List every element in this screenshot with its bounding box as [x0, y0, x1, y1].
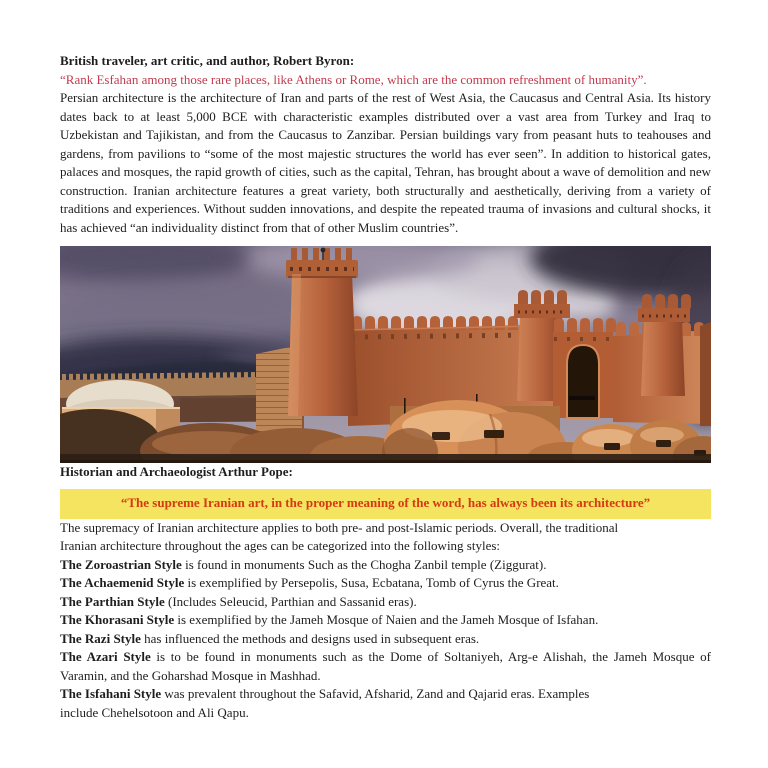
style-desc: (Includes Seleucid, Parthian and Sassanid eras). [164, 593, 417, 609]
fortress-photo [60, 246, 711, 463]
style-azari [60, 648, 711, 685]
style-name: The Azari Style [60, 649, 151, 664]
main-tower [286, 248, 358, 416]
supremacy-line-1: The supremacy of Iranian architecture applies to both pre- and post-Islamic periods. Overall, the traditional [60, 519, 619, 535]
style-desc: is found in monuments Such as the Chogha Zanbil temple (Ziggurat). [181, 556, 547, 572]
style-desc: is exemplified by the Jameh Mosque of Naien and the Jameh Mosque of Isfahan. [174, 612, 599, 627]
style-isfahani [60, 685, 711, 722]
pope-quote: “The supreme Iranian art, in the proper meaning of the word, has always been its architecture” [120, 495, 651, 511]
pope-heading: Historian and Archaeologist Arthur Pope: [60, 464, 293, 479]
style-desc: is exemplified by Persepolis, Susa, Ecbatana, Tomb of Cyrus the Great. [184, 575, 559, 590]
style-name: The Zoroastrian Style [60, 556, 182, 572]
style-name: The Razi Style [60, 630, 141, 646]
style-parthian [60, 593, 711, 612]
style-name: The Parthian Style [60, 593, 165, 609]
style-name: The Khorasani Style [60, 612, 175, 627]
style-zoroastrian [60, 556, 711, 575]
style-desc-continued: include Chehelsotoon and Ali Qapu. [60, 704, 249, 720]
style-razi [60, 630, 711, 649]
pope-quote-highlight-box [60, 489, 711, 519]
intro-paragraph: Persian architecture is the architecture of Iran and parts of the rest of West Asia, the Caucasus and Central Asia. Its history dates back to at least 5,000 BCE with characteristic examples distributed over a vast area from Turkey and Iraq to Uzbekistan and Tajikistan, and from the Caucasus to Zanzibar. Persian buildings vary from peasant huts to teahouses and gardens, from pavilions to “some of the most majestic structures the world has ever seen”. In addition to historical gates, palaces and mosques, the rapid growth of cities, such as the capital, Tehran, has brought about a wave of demolition and new construction. Iranian architecture features a great variety, both structurally and aesthetically, deriving from a variety of traditions and experiences. Without sudden innovations, and despite the repeated trauma of invasions and cultural shocks, it has achieved “an individuality distinct from that of other Muslim countries”. [60, 90, 711, 235]
fortress-photo-art [60, 246, 711, 463]
style-name: The Achaemenid Style [60, 575, 185, 590]
byron-quote: “Rank Esfahan among those rare places, like Athens or Rome, which are the common refreshment of humanity”. [60, 71, 647, 87]
style-desc: has influenced the methods and designs used in subsequent eras. [140, 630, 480, 646]
gate-iwan [553, 318, 616, 418]
supremacy-line-2: Iranian architecture throughout the ages can be categorized into the following styles: [60, 538, 501, 553]
style-achaemenid [60, 574, 711, 593]
style-desc: is to be found in monuments such as the Dome of Soltaniyeh, Arg-e Alishah, the Jameh Mosque of Varamin, and the Goharshad Mosque in Mashhad. [60, 649, 711, 683]
style-desc: was prevalent throughout the Safavid, Afsharid, Zand and Qajarid eras. Examples [161, 686, 590, 701]
byron-heading: British traveler, art critic, and author, Robert Byron: [60, 53, 355, 68]
supremacy-paragraph [60, 519, 711, 556]
style-khorasani [60, 611, 711, 630]
styles-list [60, 556, 711, 723]
style-name: The Isfahani Style [60, 686, 162, 701]
